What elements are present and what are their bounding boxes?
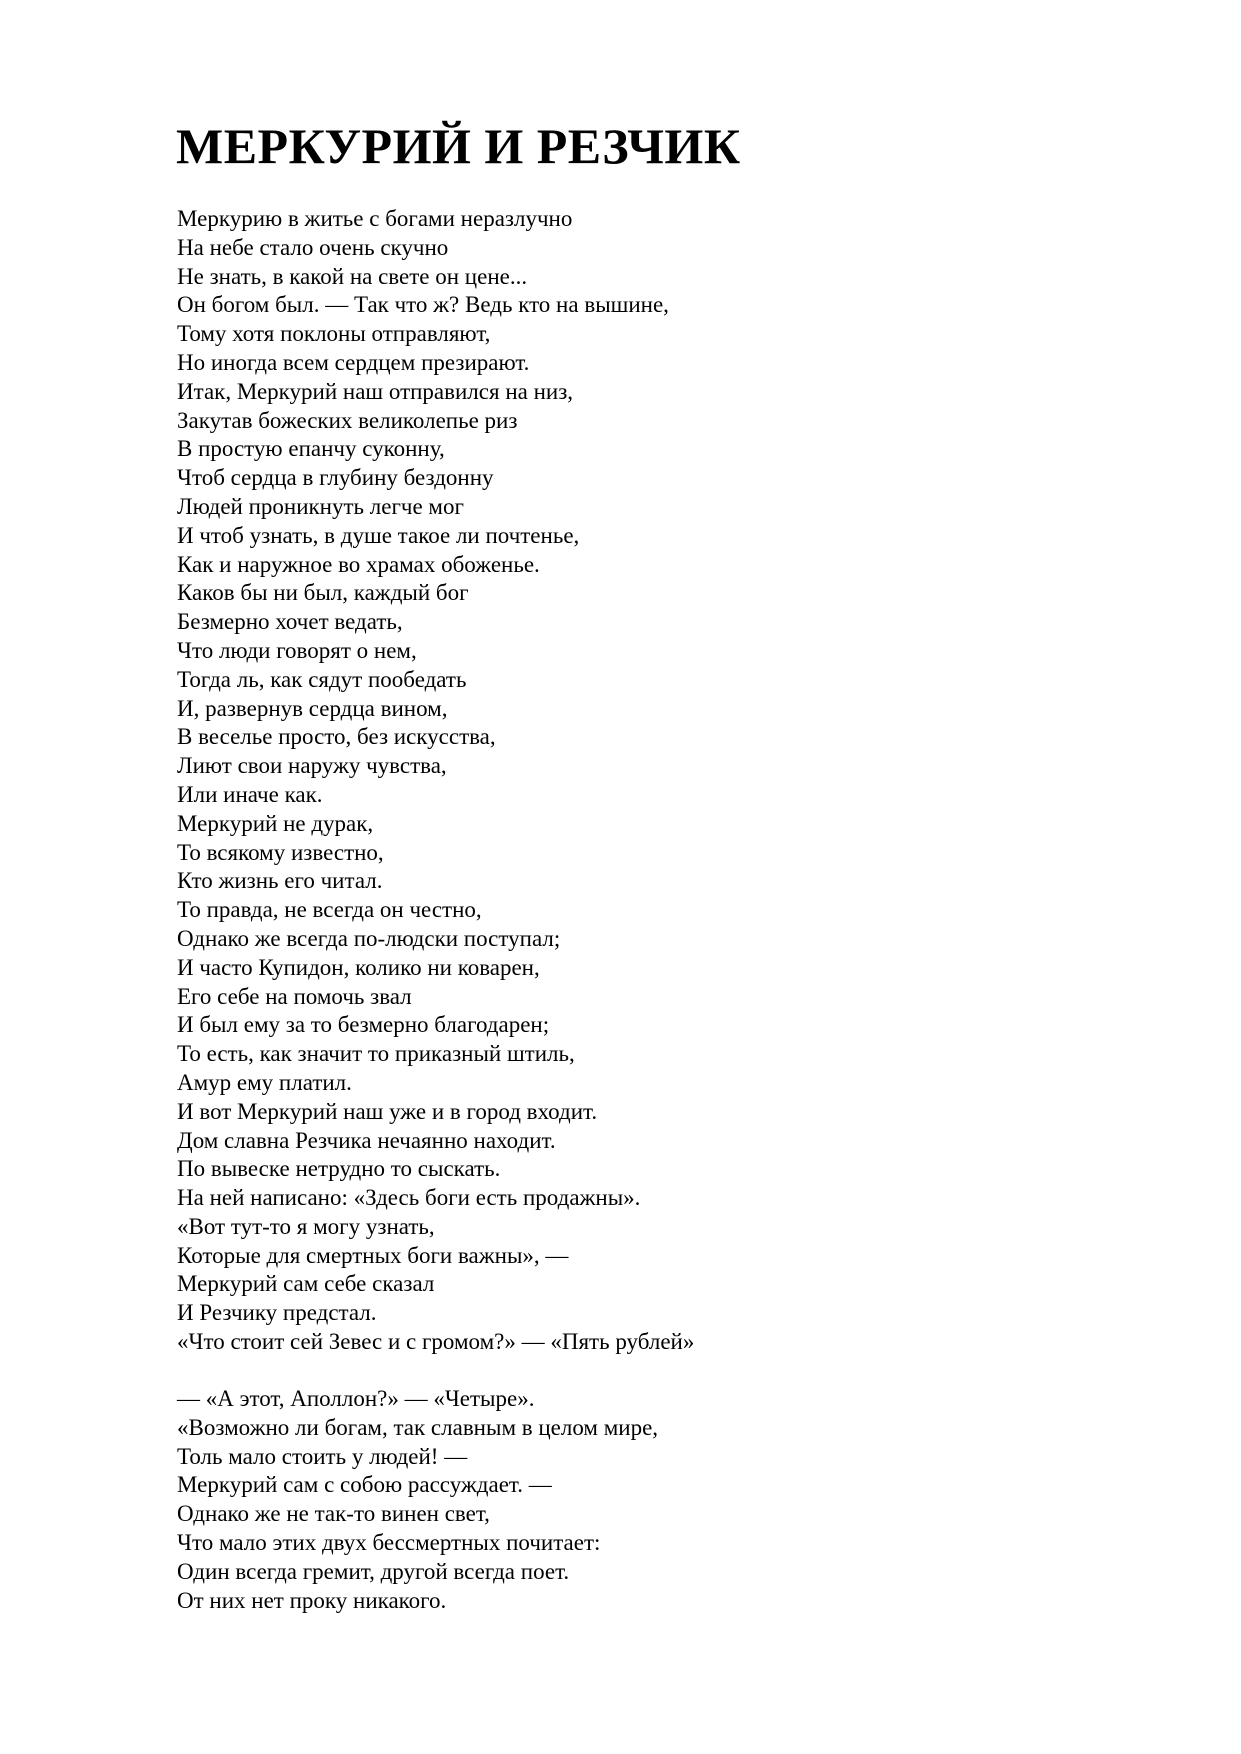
poem-line: Итак, Меркурий наш отправился на низ,	[177, 378, 574, 404]
poem-line: Что люди говорят о нем,	[177, 637, 417, 663]
poem-line: И вот Меркурий наш уже и в город входит.	[177, 1098, 598, 1124]
poem-line: Он богом был. — Так что ж? Ведь кто на вышине,	[177, 292, 669, 318]
poem-line: Людей проникнуть легче мог	[177, 493, 464, 519]
poem-line: Не знать, в какой на свете он цене...	[177, 263, 528, 289]
poem-line: Однако же всегда по-людски поступал;	[177, 925, 561, 951]
poem-line: Однако же не так-то винен свет,	[177, 1501, 490, 1527]
poem-line: Что мало этих двух бессмертных почитает:	[177, 1529, 601, 1555]
poem-line: Как и наружное во храмах обоженье.	[177, 551, 540, 577]
poem-line: И был ему за то безмерно благодарен;	[177, 1012, 550, 1038]
stanza-1	[177, 205, 694, 1357]
poem-line: То всякому известно,	[177, 839, 384, 865]
poem-line: Тогда ль, как сядут пообедать	[177, 666, 467, 692]
poem-line: И часто Купидон, колико ни коварен,	[177, 954, 540, 980]
poem-line: И Резчику предстал.	[177, 1300, 377, 1326]
poem-line: Кто жизнь его читал.	[177, 868, 383, 894]
poem-line: И чтоб узнать, в душе такое ли почтенье,	[177, 522, 580, 548]
poem-line: «Вот тут-то я могу узнать,	[177, 1213, 435, 1239]
poem-line: В простую епанчу суконну,	[177, 436, 445, 462]
poem-line: «Возможно ли богам, так славным в целом мире,	[177, 1414, 659, 1440]
poem-line: По вывеске нетрудно то сыскать.	[177, 1156, 501, 1182]
poem-line: Один всегда гремит, другой всегда поет.	[177, 1558, 570, 1584]
poem-line: Толь мало стоить у людей! —	[177, 1443, 468, 1469]
poem-line: На ней написано: «Здесь боги есть продажны».	[177, 1185, 641, 1211]
poem-line: Каков бы ни был, каждый бог	[177, 580, 469, 606]
poem-line: От них нет проку никакого.	[177, 1587, 447, 1613]
poem-line: На небе стало очень скучно	[177, 234, 449, 260]
poem-line: Чтоб сердца в глубину бездонну	[177, 465, 494, 491]
poem-line: Меркурию в житье с богами неразлучно	[177, 206, 573, 231]
poem-title: МЕРКУРИЙ И РЕЗЧИК	[176, 118, 741, 174]
poem-line: Его себе на помочь звал	[177, 983, 412, 1009]
poem-line: Меркурий сам себе сказал	[177, 1271, 435, 1297]
poem-line: Меркурий не дурак,	[177, 810, 374, 836]
poem-line: То есть, как значит то приказный штиль,	[177, 1041, 575, 1067]
poem-line: Тому хотя поклоны отправляют,	[177, 321, 491, 347]
poem-line: «Что стоит сей Зевес и с громом?» — «Пять рублей»	[177, 1329, 695, 1355]
poem-line: Безмерно хочет ведать,	[177, 609, 403, 635]
poem-line: Которые для смертных боги важны», —	[177, 1242, 569, 1268]
poem-line: Меркурий сам с собою рассуждает. —	[177, 1472, 552, 1498]
poem-line: И, развернув сердца вином,	[177, 695, 448, 721]
poem-line: В веселье просто, без искусства,	[177, 724, 496, 750]
poem-line: Или иначе как.	[177, 781, 323, 807]
poem-line: То правда, не всегда он честно,	[177, 897, 482, 923]
poem-line: Лиют свои наружу чувства,	[177, 753, 447, 779]
poem-line: Амур ему платил.	[177, 1069, 352, 1095]
poem-line: Но иногда всем сердцем презирают.	[177, 349, 530, 375]
poem-line: — «А этот, Аполлон?» — «Четыре».	[177, 1386, 535, 1411]
poem-line: Дом славна Резчика нечаянно находит.	[177, 1127, 556, 1153]
stanza-2	[177, 1385, 658, 1615]
poem-line: Закутав божеских великолепье риз	[177, 407, 518, 433]
